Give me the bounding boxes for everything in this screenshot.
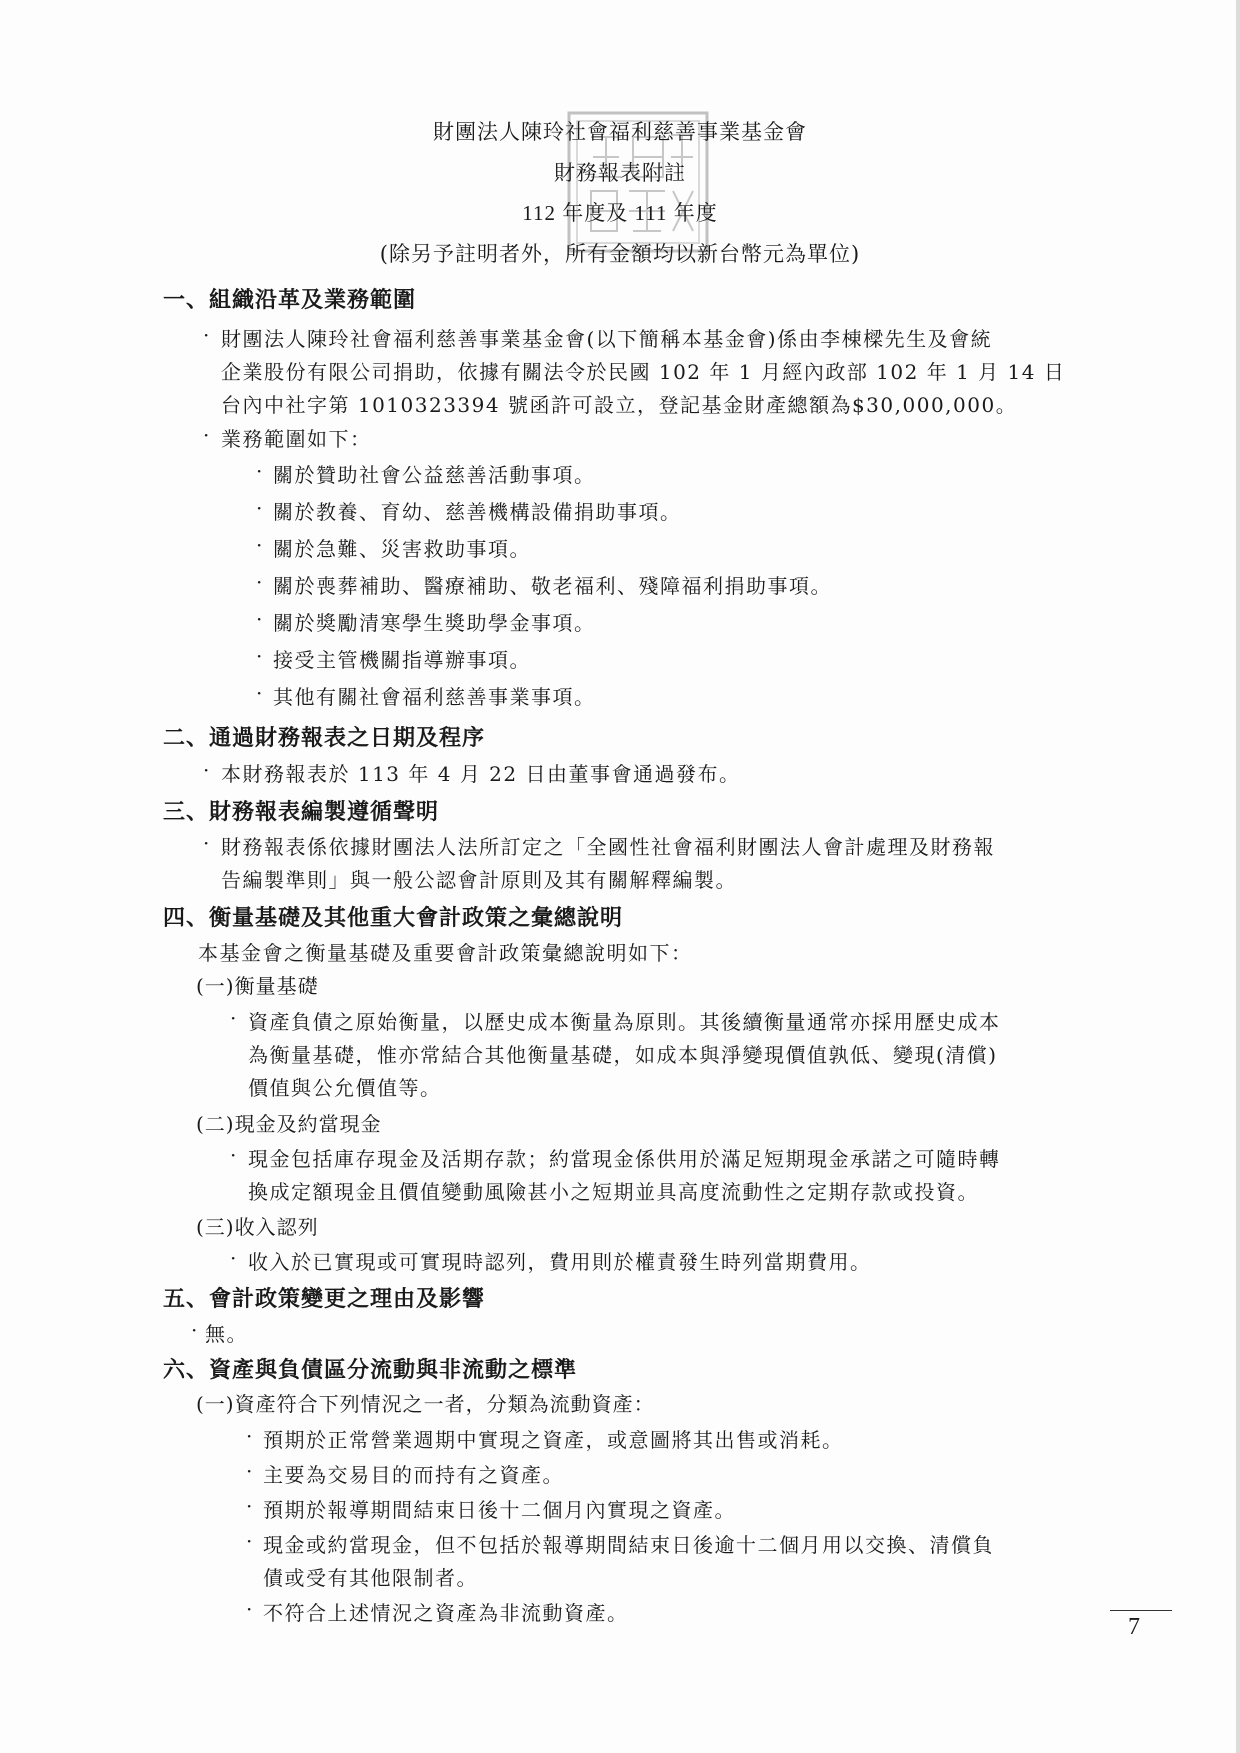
bullet: ·	[203, 323, 210, 347]
bullet: ·	[256, 459, 263, 483]
page-number: 7	[1128, 1614, 1140, 1640]
section-2-text: 本財務報表於 113 年 4 月 22 日由董事會通過發布。	[221, 762, 741, 786]
bullet: ·	[203, 423, 210, 447]
subsection-text: 為衡量基礎，惟亦常結合其他衡量基礎，如成本與淨變現價值孰低、變現(清償)	[248, 1043, 998, 1067]
section-4-title: 四、衡量基礎及其他重大會計政策之彙總說明	[163, 905, 624, 931]
bullet: ·	[256, 533, 263, 557]
bullet: ·	[246, 1459, 253, 1483]
org-title: 財團法人陳玲社會福利慈善事業基金會	[433, 120, 807, 144]
section-3-title: 三、財務報表編製遵循聲明	[163, 799, 440, 825]
subsection-text: 現金包括庫存現金及活期存款；約當現金係供用於滿足短期現金承諾之可隨時轉	[248, 1147, 1001, 1171]
section-4-intro: 本基金會之衡量基礎及重要會計政策彙總說明如下：	[198, 941, 693, 965]
section-1-text: 台內中社字第 1010323394 號函許可設立，登記基金財產總額為$30,000,000。	[221, 393, 1018, 417]
section-3-text: 財務報表係依據財團法人法所訂定之「全國性社會福利財團法人會計處理及財務報	[221, 835, 995, 859]
scope-item: 關於贊助社會公益慈善活動事項。	[273, 463, 596, 487]
criteria-item: 主要為交易目的而持有之資產。	[263, 1463, 564, 1487]
scope-label: 業務範圍如下：	[221, 427, 372, 451]
bullet: ·	[230, 1143, 237, 1167]
criteria-item: 預期於報導期間結束日後十二個月內實現之資產。	[263, 1498, 736, 1522]
scope-item: 關於急難、災害救助事項。	[273, 537, 531, 561]
bullet: ·	[230, 1246, 237, 1270]
scope-item: 關於教養、育幼、慈善機構設備捐助事項。	[273, 500, 682, 524]
doc-title: 財務報表附註	[554, 161, 686, 185]
section-3-text: 告編製準則」與一般公認會計原則及其有關解釋編製。	[221, 868, 737, 892]
bullet: ·	[246, 1424, 253, 1448]
criteria-item: 現金或約當現金，但不包括於報導期間結束日後逾十二個月用以交換、清償負	[263, 1533, 994, 1557]
bullet: ·	[230, 1006, 237, 1030]
bullet: ·	[191, 1318, 198, 1342]
section-1-text: 財團法人陳玲社會福利慈善事業基金會(以下簡稱本基金會)係由李棟樑先生及會統	[221, 327, 993, 351]
bullet: ·	[256, 607, 263, 631]
scope-item: 關於喪葬補助、醫療補助、敬老福利、殘障福利捐助事項。	[273, 574, 832, 598]
bullet: ·	[256, 644, 263, 668]
bullet: ·	[256, 681, 263, 705]
section-6-title: 六、資產與負債區分流動與非流動之標準	[163, 1357, 578, 1383]
subsection-title: (三)收入認列	[196, 1215, 319, 1239]
bullet: ·	[246, 1494, 253, 1518]
scan-edge	[1236, 0, 1240, 1753]
scope-item: 接受主管機關指導辦事項。	[273, 648, 531, 672]
section-1-text: 企業股份有限公司捐助，依據有關法令於民國 102 年 1 月經內政部 102 年 1 月 14 日	[221, 360, 1066, 384]
criteria-item: 不符合上述情況之資產為非流動資產。	[263, 1601, 629, 1625]
bullet: ·	[256, 496, 263, 520]
section-5-text: 無。	[205, 1322, 248, 1346]
bullet: ·	[246, 1529, 253, 1553]
period-title: 112 年度及 111 年度	[522, 201, 718, 225]
section-1-title: 一、組織沿革及業務範圍	[163, 287, 417, 313]
subsection-title: (一)衡量基礎	[196, 974, 319, 998]
subsection-text: 換成定額現金且價值變動風險甚小之短期並具高度流動性之定期存款或投資。	[248, 1180, 979, 1204]
section-2-title: 二、通過財務報表之日期及程序	[163, 725, 486, 751]
section-5-title: 五、會計政策變更之理由及影響	[163, 1286, 486, 1312]
scope-item: 關於獎勵清寒學生獎助學金事項。	[273, 611, 596, 635]
criteria-item: 預期於正常營業週期中實現之資產，或意圖將其出售或消耗。	[263, 1428, 844, 1452]
subsection-text: 資產負債之原始衡量，以歷史成本衡量為原則。其後續衡量通常亦採用歷史成本	[248, 1010, 1001, 1034]
bullet: ·	[203, 831, 210, 855]
criteria-item: 債或受有其他限制者。	[263, 1566, 478, 1590]
bullet: ·	[246, 1597, 253, 1621]
unit-note: (除另予註明者外，所有金額均以新台幣元為單位)	[379, 242, 861, 266]
subsection-text: 價值與公允價值等。	[248, 1076, 442, 1100]
scope-item: 其他有關社會福利慈善事業事項。	[273, 685, 596, 709]
page-number-rule	[1110, 1610, 1172, 1611]
subsection-title: (二)現金及約當現金	[196, 1112, 382, 1136]
subsection-title: (一)資產符合下列情況之一者，分類為流動資產：	[196, 1392, 655, 1416]
subsection-text: 收入於已實現或可實現時認列，費用則於權責發生時列當期費用。	[248, 1250, 872, 1274]
bullet: ·	[203, 758, 210, 782]
bullet: ·	[256, 570, 263, 594]
